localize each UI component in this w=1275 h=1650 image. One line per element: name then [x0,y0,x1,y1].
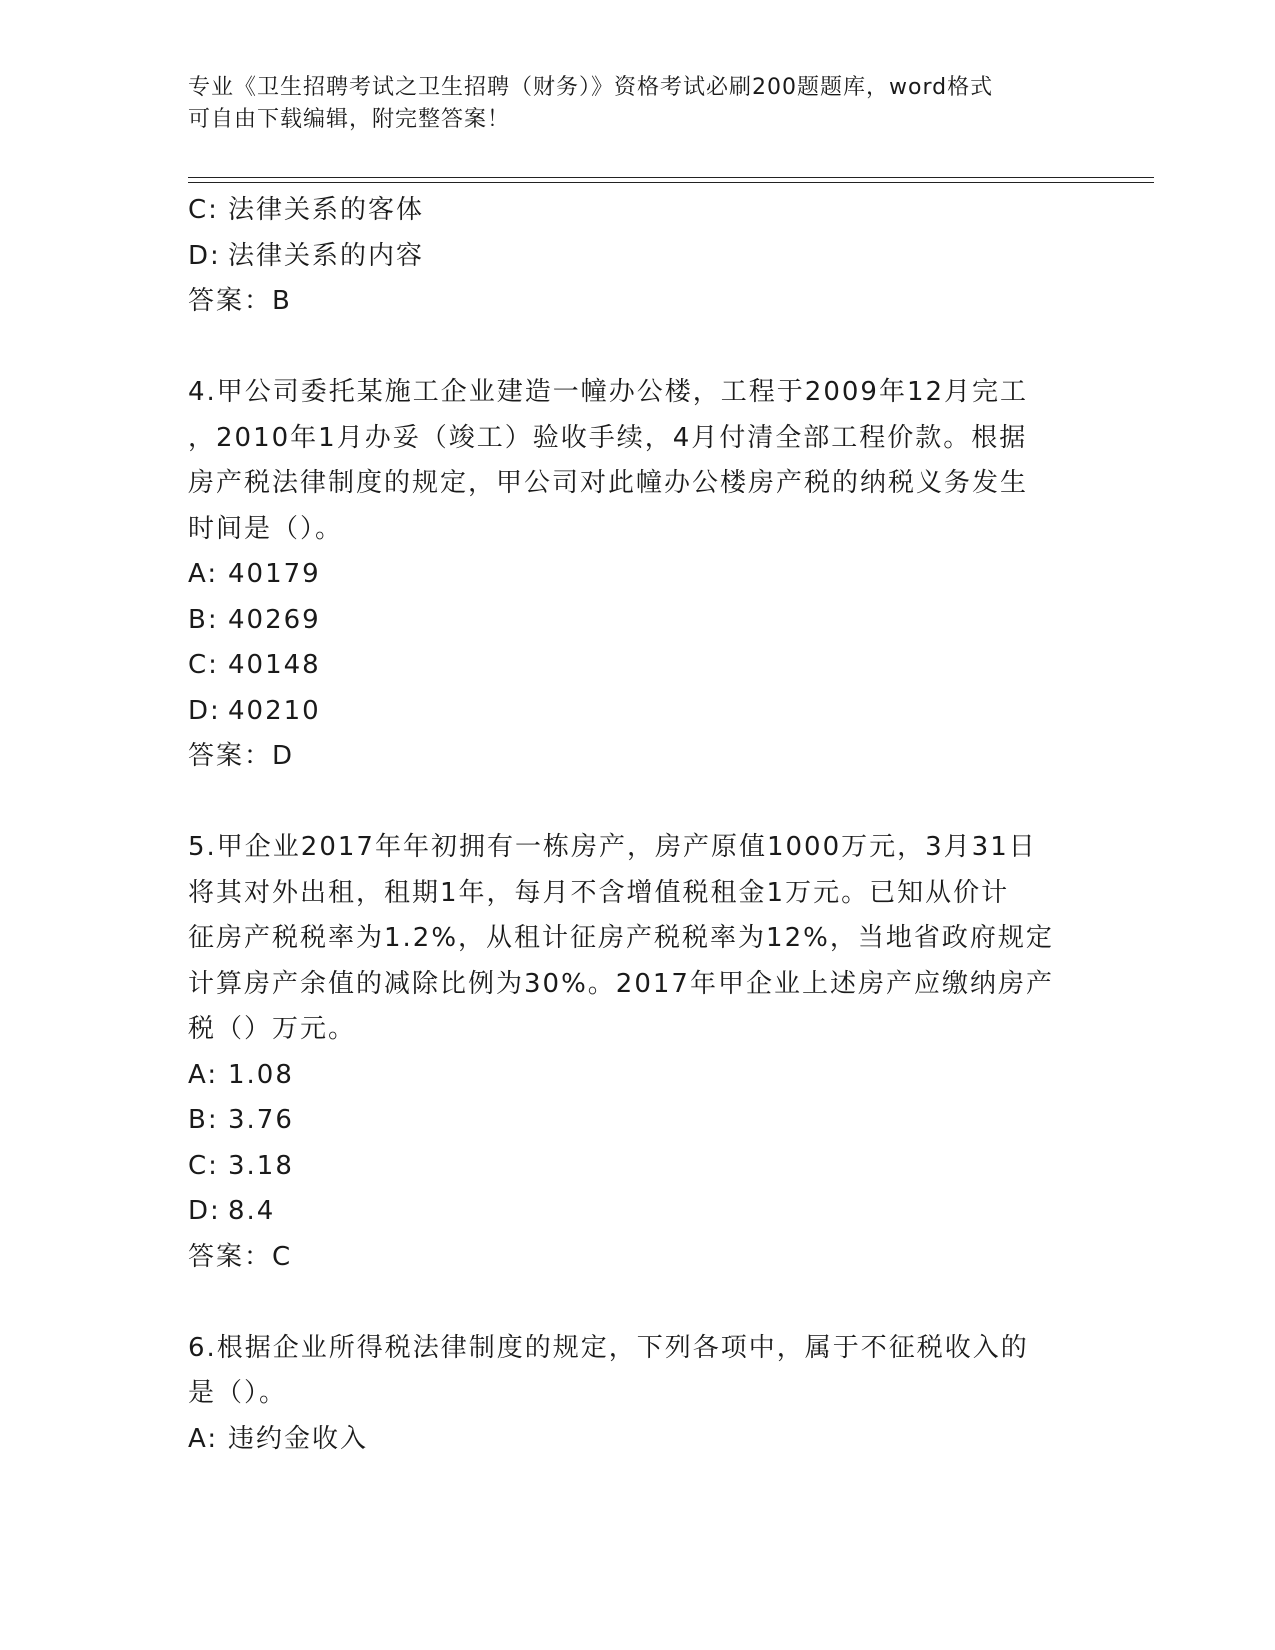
question-text-line: 房产税法律制度的规定，甲公司对此幢办公楼房产税的纳税义务发生 [188,468,1029,498]
question-text-line: 5.甲企业2017年年初拥有一栋房产，房产原值1000万元，3月31日 [188,832,1037,862]
option-key: D: [188,1196,221,1226]
option-text: 40210 [228,695,321,726]
header-line-2: 可自由下载编辑，附完整答案！ [188,107,511,132]
option-text: 40179 [228,559,321,589]
option-d [188,234,1068,280]
question-6 [188,1326,1068,1463]
header-rule-bottom [188,182,1154,183]
option-a [188,1417,1068,1463]
answer-line: 答案：D [188,741,295,771]
option-c [188,1144,1068,1190]
option-text: 8.4 [228,1196,276,1226]
option-d [188,1189,1068,1235]
option-key: C: [188,650,219,680]
option-b [188,598,1068,644]
question-text-line: 时间是（）。 [188,513,344,544]
option-b [188,1098,1068,1144]
option-c [188,643,1068,689]
question-text-line: 6.根据企业所得税法律制度的规定，下列各项中，属于不征税收入的 [188,1332,1029,1363]
option-key: C: [188,1150,219,1181]
option-text: 3.76 [228,1105,294,1135]
header-line-1: 专业《卫生招聘考试之卫生招聘（财务）》资格考试必刷200题题库，word格式 [188,75,994,100]
question-text-line: 4.甲公司委托某施工企业建造一幢办公楼，工程于2009年12月完工 [188,377,1029,407]
question-text-line: ，2010年1月办妥（竣工）验收手续，4月付清全部工程价款。根据 [188,422,1028,453]
option-text: 法律关系的客体 [228,195,425,225]
option-text: 40269 [228,604,321,635]
option-text: 法律关系的内容 [228,240,425,271]
option-key: A: [188,1059,219,1090]
option-key: B: [188,604,219,635]
answer-line: 答案：B [188,286,292,316]
option-key: B: [188,1105,219,1135]
question-text-line: 将其对外出租，租期1年，每月不含增值税租金1万元。已知从价计 [188,877,1010,908]
option-text: 违约金收入 [228,1423,369,1454]
header-rule-top [188,177,1154,178]
question-text-line: 征房产税税率为1.2%，从租计征房产税税率为12%，当地省政府规定 [188,923,1054,953]
option-key: D: [188,695,221,726]
question-text-line: 是（）。 [188,1378,288,1408]
option-c [188,188,1068,234]
option-text: 1.08 [228,1059,294,1090]
option-text: 40148 [228,650,321,680]
option-key: D: [188,240,221,271]
document-header [188,72,1068,136]
question-text-line: 计算房产余值的减除比例为30%。2017年甲企业上述房产应缴纳房产 [188,968,1054,999]
answer-line: 答案：C [188,1241,293,1272]
option-text: 3.18 [228,1150,294,1181]
question-4 [188,370,1068,780]
option-a [188,1053,1068,1099]
option-key: A: [188,559,219,589]
option-a [188,552,1068,598]
question-text-line: 税（）万元。 [188,1014,357,1044]
option-d [188,689,1068,735]
option-key: A: [188,1423,219,1454]
question-5 [188,825,1068,1280]
option-key: C: [188,195,219,225]
document-body [188,188,1068,1462]
